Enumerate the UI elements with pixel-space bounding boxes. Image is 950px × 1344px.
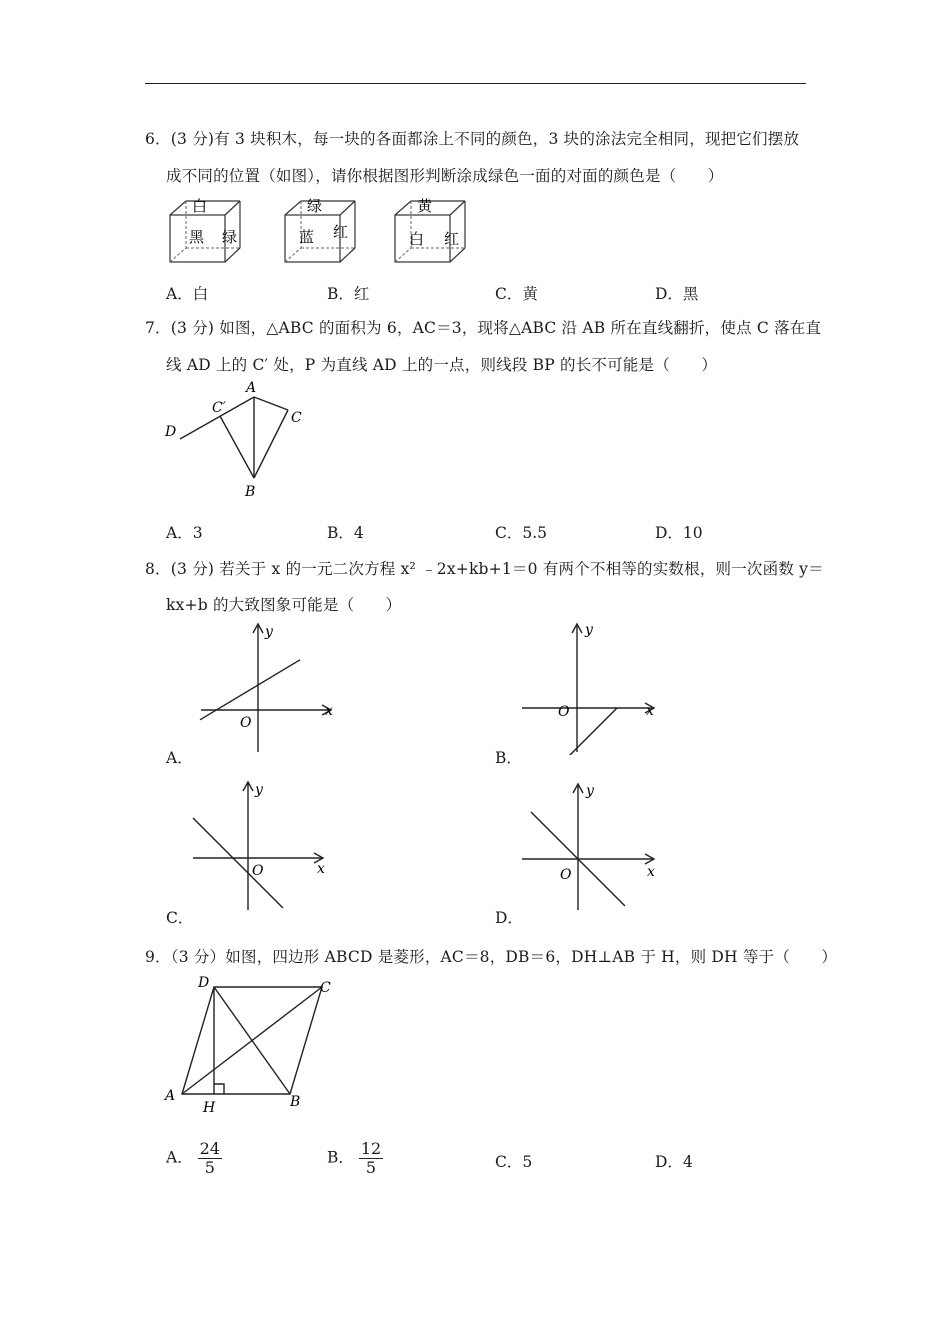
q8-graph-b [514, 620, 664, 755]
q6-stem-line1: 6．(3 分)有 3 块积木，每一块的各面都涂上不同的颜色，3 块的涂法完全相同，现把它们摆放 [145, 130, 800, 148]
q7-option-a[interactable]: A．3 [166, 524, 203, 542]
q8-graph-c-ylabel: y [255, 782, 263, 798]
q8-stem-line2: kx+b 的大致图象可能是（ ） [166, 596, 402, 614]
q8-graph-c [190, 780, 340, 915]
q6-cube-2-front: 蓝 [299, 228, 315, 246]
q8-graph-b-origin: O [558, 704, 570, 720]
q7-stem-line1: 7．(3 分) 如图，△ABC 的面积为 6，AC＝3，现将△ABC 沿 AB 所在直线翻折，使点 C 落在直 [145, 319, 822, 337]
q6-cube-2-top: 绿 [307, 197, 323, 215]
q8-graph-a-xlabel: x [325, 703, 333, 719]
q9-option-c[interactable] [495, 1150, 532, 1172]
q8-graph-d-ylabel: y [586, 783, 594, 799]
q9-stem-line1: 9．（3 分）如图，四边形 ABCD 是菱形，AC＝8，DB＝6，DH⊥AB 于 H，则 DH 等于（ ） [145, 948, 838, 966]
q6-stem-line2: 成不同的位置（如图），请你根据图形判断涂成绿色一面的对面的颜色是（ ） [166, 167, 724, 185]
q7-option-b[interactable]: B．4 [327, 524, 364, 542]
q6-cube-1-front: 黑 [189, 228, 205, 246]
q7-option-c[interactable]: C．5.5 [495, 524, 548, 542]
q9-option-a-letter: A． [166, 1148, 193, 1167]
q7-label-c-prime: C′ [212, 400, 226, 416]
q8-graph-a-origin: O [240, 715, 252, 731]
q7-option-d[interactable]: D．10 [655, 524, 703, 542]
q9-option-d[interactable] [655, 1150, 693, 1172]
q8-option-c[interactable]: C． [166, 909, 194, 927]
q7-label-b: B [245, 484, 256, 500]
q8-graph-c-xlabel: x [317, 861, 325, 877]
q8-graph-b-xlabel: x [646, 703, 654, 719]
q6-cube-3 [389, 197, 471, 269]
q9-option-b-denominator: 5 [365, 1158, 377, 1177]
q9-label-b: B [290, 1094, 301, 1110]
q8-graph-c-line [193, 818, 283, 908]
q6-option-b[interactable]: B．红 [327, 285, 370, 303]
q9-option-c-value: 5 [522, 1153, 533, 1171]
q6-cube-3-top: 黄 [417, 197, 433, 215]
q7-label-a: A [246, 380, 257, 396]
q7-stem-line2: 线 AD 上的 C′ 处，P 为直线 AD 上的一点，则线段 BP 的长不可能是（ ） [166, 356, 718, 374]
q8-graph-d [517, 780, 667, 915]
q8-graph-a-line [200, 660, 300, 720]
q6-option-d[interactable]: D．黑 [655, 285, 699, 303]
q9-option-a-denominator: 5 [204, 1158, 215, 1177]
q6-cube-1-side: 绿 [222, 228, 238, 246]
q6-cube-3-front: 白 [409, 230, 425, 248]
q6-cube-2-side: 红 [333, 223, 349, 241]
q7-label-d: D [165, 424, 177, 440]
q9-option-d-letter: D． [655, 1153, 683, 1171]
q9-option-a[interactable] [166, 1140, 222, 1177]
q7-label-c: C [291, 410, 302, 426]
q6-cube-2 [279, 197, 361, 269]
q9-option-b[interactable] [327, 1140, 383, 1177]
q9-label-d: D [198, 975, 210, 991]
q7-triangle-figure [160, 378, 310, 503]
q9-label-a: A [165, 1088, 176, 1104]
q9-option-d-value: 4 [682, 1153, 693, 1171]
q9-option-a-numerator: 24 [199, 1139, 220, 1158]
q8-option-a[interactable]: A． [166, 749, 193, 767]
q8-stem-line1: 8．(3 分) 若关于 x 的一元二次方程 x² ﹣2x+kb+1＝0 有两个不相等的实数根，则一次函数 y＝ [145, 560, 824, 578]
q9-label-c: C [320, 980, 331, 996]
q6-option-c[interactable]: C．黄 [495, 285, 538, 303]
q9-option-c-letter: C． [495, 1153, 523, 1171]
q8-graph-a [193, 620, 343, 755]
q6-cube-1 [164, 197, 246, 269]
q6-cube-3-side: 红 [444, 230, 460, 248]
q8-option-d[interactable]: D． [495, 909, 523, 927]
q6-option-a[interactable]: A．白 [166, 285, 209, 303]
q9-label-h: H [203, 1100, 216, 1116]
q9-option-b-numerator: 12 [360, 1139, 382, 1158]
q9-option-b-letter: B． [327, 1148, 354, 1167]
q9-rhombus-figure [160, 970, 340, 1120]
q8-graph-c-origin: O [252, 863, 264, 879]
q6-cube-1-top: 白 [192, 197, 208, 215]
q8-graph-d-origin: O [560, 867, 572, 883]
q8-graph-b-ylabel: y [585, 622, 593, 638]
q8-option-b[interactable]: B． [495, 749, 522, 767]
q9-option-a-fraction [198, 1140, 222, 1177]
q8-graph-d-xlabel: x [647, 864, 655, 880]
q9-option-b-fraction [359, 1140, 383, 1177]
q8-graph-a-ylabel: y [265, 624, 273, 640]
header-rule [145, 83, 806, 84]
